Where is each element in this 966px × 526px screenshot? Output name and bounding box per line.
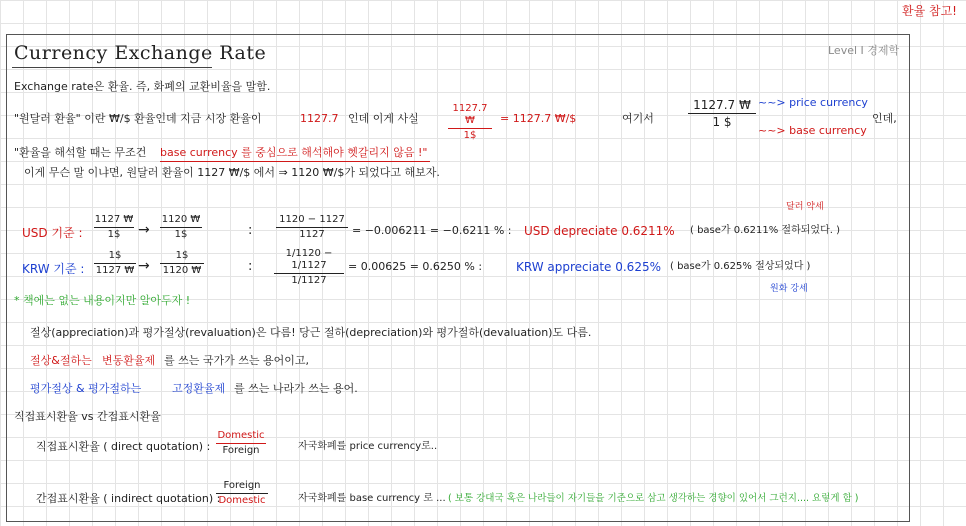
para-2a: 절상&절하는 (30, 354, 92, 367)
indirect-quotation-note: ( 보통 강대국 혹은 나라들이 자기들을 기준으로 삼고 생각하는 경향이 있어서 그런지.... 요렇게 함 ) (448, 493, 859, 504)
para-2c: 를 쓰는 국가가 쓰는 용어이고, (164, 354, 309, 367)
krw-f2-den: 1120 ₩ (162, 265, 202, 276)
krw-calc-num: 1/1120 − 1/1127 (285, 248, 333, 271)
krw-label: KRW 기준 : (22, 262, 85, 276)
usd-f2-den: 1$ (174, 229, 188, 240)
indirect-quotation-label: 간접표시환율 ( indirect quotation) : (36, 492, 221, 505)
base-currency-note: ~~> base currency (758, 124, 867, 137)
line-2c: 인데 이게 사실 (348, 112, 419, 125)
line-4: 이게 무슨 말 이냐면, 원달러 환율이 1127 ₩/$ 에서 ⇒ 1120 ₩/$가 되었다고 해보자. (24, 166, 440, 179)
para-1: 절상(appreciation)과 평가절상(revaluation)은 다름! 당근 절하(depreciation)와 평가절하(devaluation)도 다름. (30, 326, 592, 339)
usd-fraction-1 (94, 214, 134, 241)
usd-calc-fraction (276, 214, 348, 241)
krw-side-note: 원화 강세 (770, 284, 808, 294)
price-currency-note: ~~> price currency (758, 96, 868, 109)
corner-note: 환율 참고! (902, 4, 957, 18)
indirect-quotation-desc: 자국화폐를 base currency 로 ... (298, 493, 446, 504)
krw-calc-den: 1/1127 (291, 275, 327, 286)
usd-paren: ( base가 0.6211% 절하되었다. ) (690, 225, 840, 236)
krw-appreciate: KRW appreciate 0.625% (516, 260, 661, 274)
line-3-underline (160, 161, 430, 162)
title-underline (12, 67, 212, 68)
para-3b: 고정환율제 (172, 382, 226, 395)
krw-fraction-2 (160, 250, 204, 277)
line-2-eq: = 1127.7 ₩/$ (500, 112, 577, 125)
krw-result: = 0.00625 = 0.6250 % : (348, 260, 483, 273)
usd-depreciate: USD depreciate 0.6211% (524, 224, 675, 238)
line-2-here: 여기서 (622, 112, 654, 125)
usd-f1-num: 1127 ₩ (94, 214, 134, 225)
usd-colon: : (248, 223, 253, 238)
iq-num: Foreign (223, 480, 261, 491)
usd-result: = −0.006211 = −0.6211 % : (352, 224, 512, 237)
krw-fraction-1 (94, 250, 136, 277)
l2-fraction-den: 1$ (463, 130, 477, 141)
para-3a: 평가절상 & 평가절하는 (30, 382, 142, 395)
pq-den: 1 $ (712, 115, 732, 129)
level-label: Level Ⅰ 경제학 (828, 44, 900, 57)
usd-f2-num: 1120 ₩ (161, 214, 201, 225)
direct-quotation-label: 직접표시환율 ( direct quotation) : (36, 440, 211, 453)
line-3b: base currency 를 중심으로 해석해야 헷갈리지 않음 !" (160, 146, 428, 159)
iq-den: Domestic (218, 495, 266, 506)
quotation-title: 직접표시환율 vs 간접표시환율 (14, 410, 161, 423)
pq-fraction (688, 98, 756, 129)
star-note: * 책에는 없는 내용이지만 알아두자 ! (14, 294, 191, 307)
dq-fraction (216, 430, 266, 457)
usd-calc-den: 1127 (299, 229, 325, 240)
l2-fraction-num: 1127.7 ₩ (452, 103, 488, 126)
krw-arrow: → (138, 258, 150, 274)
krw-calc-fraction (274, 248, 344, 287)
dq-num: Domestic (217, 430, 265, 441)
l2-fraction (448, 103, 492, 142)
krw-f1-den: 1127 ₩ (95, 265, 135, 276)
line-3a: "환율을 해석할 때는 무조건 (14, 146, 147, 159)
iq-fraction (216, 480, 268, 507)
usd-side-note: 달러 약세 (786, 202, 824, 212)
line-2-rate: 1127.7 (300, 112, 339, 125)
usd-arrow: → (138, 222, 150, 238)
direct-quotation-desc: 자국화폐를 price currency로.. (298, 441, 438, 452)
page-title: Currency Exchange Rate (14, 42, 267, 64)
pq-num: 1127.7 ₩ (693, 98, 751, 112)
pq-end: 인데, (872, 112, 897, 125)
usd-f1-den: 1$ (107, 229, 121, 240)
krw-colon: : (248, 259, 253, 274)
usd-fraction-2 (160, 214, 202, 241)
usd-label: USD 기준 : (22, 226, 83, 240)
line-2a: "원달러 환율" 이란 ₩/$ 환율인데 지금 시장 환율이 (14, 112, 262, 125)
krw-f2-num: 1$ (175, 250, 189, 261)
para-2b: 변동환율제 (102, 354, 156, 367)
dq-den: Foreign (222, 445, 260, 456)
krw-f1-num: 1$ (108, 250, 122, 261)
line-1: Exchange rate은 환율. 즉, 화폐의 교환비율을 말함. (14, 80, 271, 93)
usd-calc-num: 1120 − 1127 (279, 214, 345, 225)
para-3c: 를 쓰는 나라가 쓰는 용어. (234, 382, 358, 395)
krw-paren: ( base가 0.625% 절상되었다 ) (670, 261, 811, 272)
